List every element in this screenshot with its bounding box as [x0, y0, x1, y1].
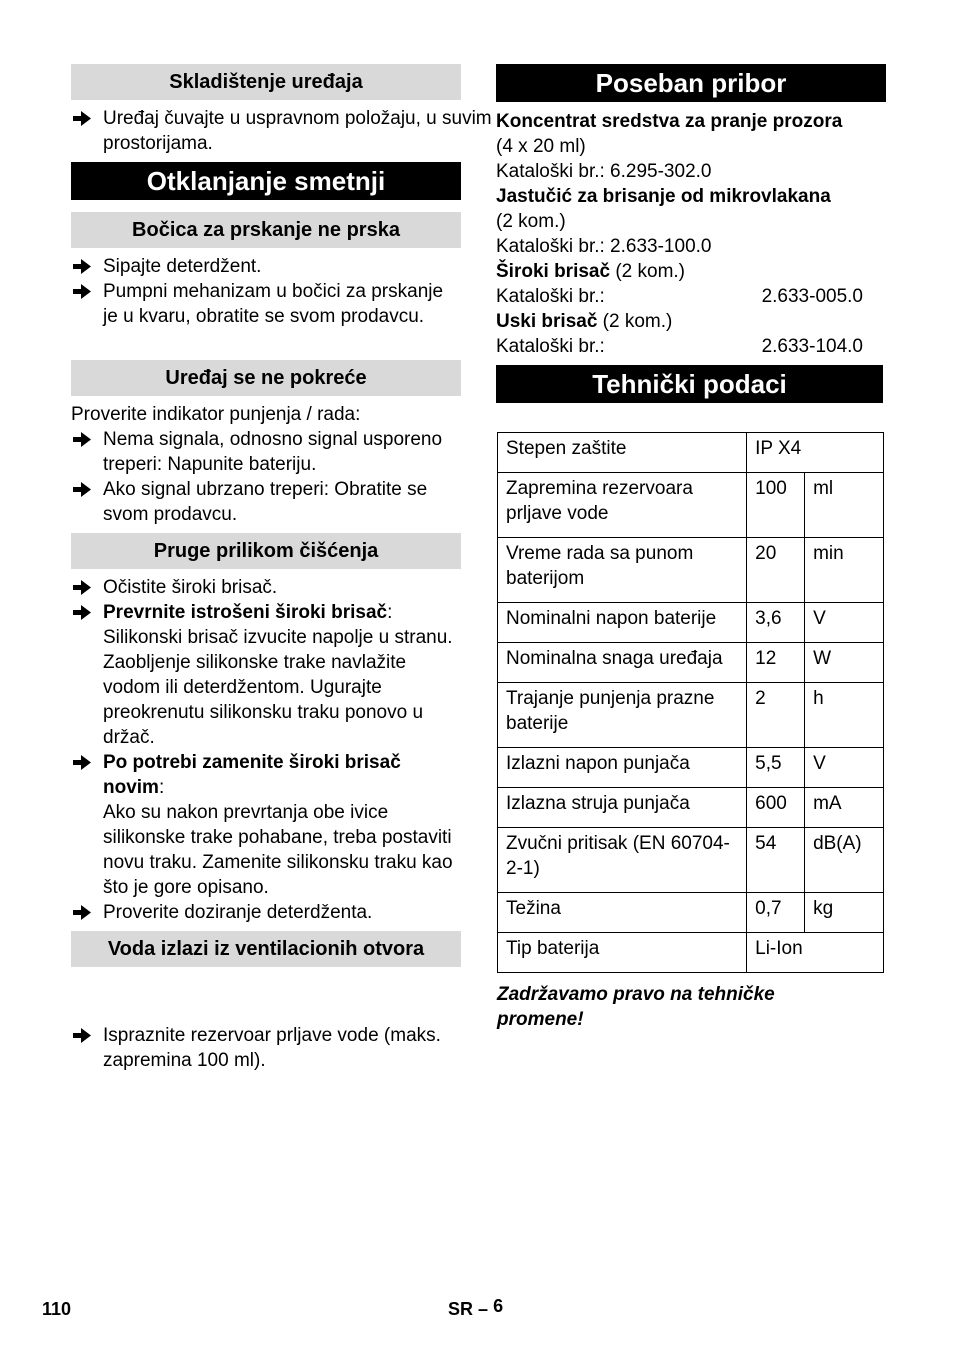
list-item — [71, 427, 461, 477]
table-row — [498, 828, 884, 893]
list-item-text: Sipajte deterdžent. — [103, 256, 262, 277]
arrow-right-icon — [71, 427, 93, 452]
accessory-qty: (2 kom.) — [496, 211, 566, 232]
arrow-right-icon — [71, 750, 93, 775]
spec-value: 5,5 — [747, 748, 805, 788]
spec-value: 54 — [747, 828, 805, 893]
table-row — [498, 933, 884, 973]
list-item — [71, 600, 461, 750]
spec-unit: kg — [805, 893, 884, 933]
spec-value: Li-Ion — [747, 933, 884, 973]
list-item-bold: Po potrebi zamenite široki brisač novim — [103, 752, 401, 798]
list-item — [71, 900, 461, 925]
spec-unit: h — [805, 683, 884, 748]
accessories-title: Poseban pribor — [496, 64, 886, 102]
accessory-qty: (2 kom.) — [610, 261, 686, 282]
accessory-line — [496, 309, 863, 334]
troubleshooting-title: Otklanjanje smetnji — [71, 162, 461, 200]
arrow-right-icon — [71, 900, 93, 925]
accessory-line — [496, 259, 863, 284]
table-row — [498, 893, 884, 933]
footer-dash: – — [478, 1299, 489, 1319]
list-item — [71, 106, 493, 156]
list-item — [71, 1023, 493, 1073]
spec-label: Tip baterija — [498, 933, 747, 973]
arrow-right-icon — [71, 106, 93, 131]
catalog-label: Kataloški br.: — [496, 336, 605, 357]
nostart-heading: Uređaj se ne pokreće — [71, 360, 461, 396]
spec-label: Izlazni napon punjača — [498, 748, 747, 788]
spec-value: 100 — [747, 473, 805, 538]
spec-value: 3,6 — [747, 603, 805, 643]
accessory-name: Koncentrat sredstva za pranje prozora — [496, 111, 843, 132]
page-footer — [448, 1297, 503, 1322]
list-item — [71, 254, 461, 279]
arrow-right-icon — [71, 575, 93, 600]
page-number: 110 — [42, 1299, 72, 1319]
arrow-right-icon — [71, 477, 93, 502]
spray-heading: Bočica za prskanje ne prska — [71, 212, 461, 248]
list-item-text: Silikonski brisač izvucite napolje u stranu. Zaobljenje silikonske trake navlažite vodom ili deterdžentom. Ugurajte preokrenutu silikonsku traku ponovo u držač. — [103, 627, 453, 748]
accessory-name: Uski brisač — [496, 311, 598, 332]
spec-unit: dB(A) — [805, 828, 884, 893]
spec-label: Zvučni pritisak (EN 60704-2-1) — [498, 828, 747, 893]
list-item-text: Ako su nakon prevrtanja obe ivice silikonske trake pohabane, treba postaviti novu traku. Zamenite silikonsku traku kao što je gore opisano. — [103, 802, 453, 898]
list-item-colon: : — [158, 777, 165, 798]
list-item-text: Pumpni mehanizam u bočici za prskanje je u kvaru, obratite se svom prodavcu. — [103, 281, 444, 327]
list-item-text: Proverite doziranje deterdženta. — [103, 902, 373, 923]
accessory-qty: (4 x 20 ml) — [496, 136, 586, 157]
streaks-heading: Pruge prilikom čišćenja — [71, 533, 461, 569]
arrow-right-icon — [71, 1023, 93, 1048]
list-item-text: Uređaj čuvajte u uspravnom položaju, u suvim prostorijama. — [103, 108, 492, 154]
nostart-intro: Proverite indikator punjenja / rada: — [71, 404, 361, 425]
spec-unit: min — [805, 538, 884, 603]
list-item-bold: Prevrnite istrošeni široki brisač — [103, 602, 388, 623]
accessory-qty: (2 kom.) — [597, 311, 673, 332]
table-row — [498, 538, 884, 603]
spec-value: 2 — [747, 683, 805, 748]
table-row — [498, 788, 884, 828]
spec-unit: V — [805, 603, 884, 643]
accessory-catalog-row — [496, 284, 863, 309]
spec-label: Stepen zaštite — [498, 433, 747, 473]
spec-unit: W — [805, 643, 884, 683]
accessory-name: Jastučić za brisanje od mikrovlakana — [496, 186, 831, 207]
table-row — [498, 643, 884, 683]
tech-title: Tehnički podaci — [496, 365, 883, 403]
spec-label: Izlazna struja punjača — [498, 788, 747, 828]
note: Zadržavamo pravo na tehničke promene! — [497, 984, 775, 1030]
arrow-right-icon — [71, 600, 93, 625]
list-item — [71, 575, 461, 600]
storage-heading: Skladištenje uređaja — [71, 64, 461, 100]
accessory-catalog-row — [496, 334, 863, 359]
table-row — [498, 603, 884, 643]
spec-unit: ml — [805, 473, 884, 538]
catalog-number: 2.633-104.0 — [761, 336, 863, 357]
sub-page-number: 6 — [493, 1296, 504, 1316]
spec-label: Nominalni napon baterije — [498, 603, 747, 643]
accessory-name: Široki brisač — [496, 261, 611, 282]
spec-label: Nominalna snaga uređaja — [498, 643, 747, 683]
table-row — [498, 473, 884, 538]
spec-label: Težina — [498, 893, 747, 933]
list-item-colon: : — [387, 602, 393, 623]
list-item-text: Ispraznite rezervoar prljave vode (maks. zapremina 100 ml). — [103, 1025, 441, 1071]
table-row — [498, 748, 884, 788]
spec-value: 600 — [747, 788, 805, 828]
catalog-label: Kataloški br.: — [496, 286, 605, 307]
spec-value: 0,7 — [747, 893, 805, 933]
spec-unit: V — [805, 748, 884, 788]
table-row — [498, 433, 884, 473]
spec-value: IP X4 — [747, 433, 884, 473]
language-code: SR — [448, 1299, 474, 1319]
spec-value: 20 — [747, 538, 805, 603]
list-item-text: Nema signala, odnosno signal usporeno treperi: Napunite bateriju. — [103, 429, 443, 475]
list-item — [71, 750, 461, 900]
list-item-text: Očistite široki brisač. — [103, 577, 278, 598]
list-item — [71, 477, 461, 527]
spec-value: 12 — [747, 643, 805, 683]
accessory-catalog: Kataloški br.: 2.633-100.0 — [496, 236, 712, 257]
catalog-number: 2.633-005.0 — [761, 286, 863, 307]
vents-heading: Voda izlazi iz ventilacionih otvora — [71, 931, 461, 967]
spec-label: Zapremina rezervoara prljave vode — [498, 473, 747, 538]
list-item — [71, 279, 461, 329]
accessory-catalog: Kataloški br.: 6.295-302.0 — [496, 161, 712, 182]
table-row — [498, 683, 884, 748]
arrow-right-icon — [71, 279, 93, 304]
arrow-right-icon — [71, 254, 93, 279]
spec-label: Vreme rada sa punom baterijom — [498, 538, 747, 603]
spec-table — [497, 432, 884, 973]
list-item-text: Ako signal ubrzano treperi: Obratite se svom prodavcu. — [103, 479, 428, 525]
spec-unit: mA — [805, 788, 884, 828]
spec-label: Trajanje punjenja prazne baterije — [498, 683, 747, 748]
